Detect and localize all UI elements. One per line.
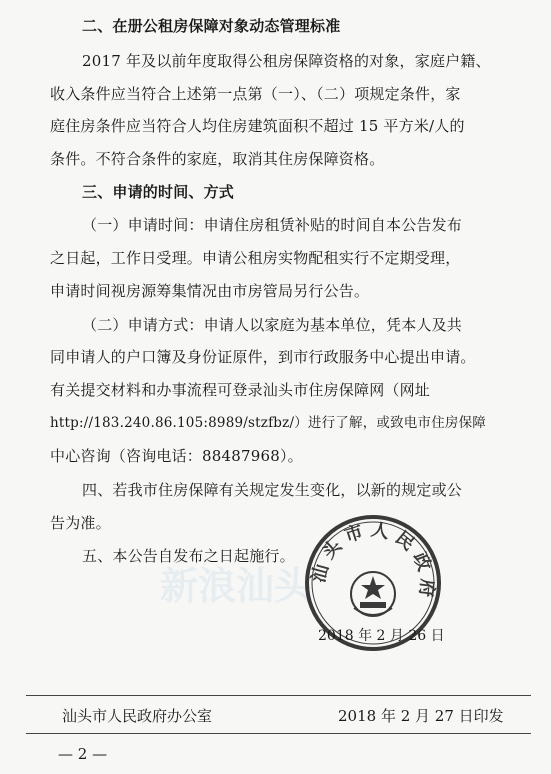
para-2-line-1: 2017 年及以前年度取得公租房保障资格的对象，家庭户籍、	[82, 52, 491, 70]
para-3a-line-1: （一）申请时间：申请住房租赁补贴的时间自本公告发布	[82, 216, 463, 234]
heading-2: 二、在册公租房保障对象动态管理标准	[82, 17, 341, 35]
national-emblem-icon	[351, 572, 395, 616]
footer-rule-bottom	[26, 733, 531, 734]
page-number: — 2 —	[58, 745, 108, 763]
para-5: 五、本公告自发布之日起施行。	[82, 547, 295, 565]
issuer: 汕头市人民政府办公室	[62, 707, 213, 725]
para-3a-line-2: 之日起，工作日受理。申请公租房实物配租实行不定期受理，	[50, 249, 461, 267]
para-3b-line-2: 同申请人的户口簿及身份证原件，到市行政服务中心提出申请。	[50, 348, 476, 366]
footer-rule-top	[26, 695, 531, 696]
para-3b-line-5: 中心咨询（咨询电话：88487968）。	[50, 447, 303, 465]
para-3b-line-3: 有关提交材料和办事流程可登录汕头市住房保障网（网址	[50, 381, 431, 399]
seal-text: 汕头市人民政府	[308, 519, 438, 605]
para-2-line-3: 庭住房条件应当符合人均住房建筑面积不超过 15 平方米/人的	[50, 117, 465, 135]
para-3b-line-4: http://183.240.86.105:8989/stzfbz/）进行了解，或致电市住房保障	[50, 415, 487, 431]
para-4-line-2: 告为准。	[50, 514, 111, 532]
para-2-line-4: 条件。不符合条件的家庭，取消其住房保障资格。	[50, 150, 385, 168]
signature-date: 2018 年 2 月 26 日	[318, 628, 445, 644]
para-2-line-2: 收入条件应当符合上述第一点第（一）、（二）项规定条件，家	[50, 85, 461, 103]
issue-date: 2018 年 2 月 27 日印发	[338, 707, 504, 725]
heading-3: 三、申请的时间、方式	[82, 183, 235, 201]
para-3b-line-1: （二）申请方式：申请人以家庭为基本单位，凭本人及共	[82, 316, 463, 334]
para-3a-line-3: 申请时间视房源筹集情况由市房管局另行公告。	[50, 282, 370, 300]
para-4-line-1: 四、若我市住房保障有关规定发生变化，以新的规定或公	[82, 481, 463, 499]
watermark: 新浪汕头	[160, 564, 313, 608]
